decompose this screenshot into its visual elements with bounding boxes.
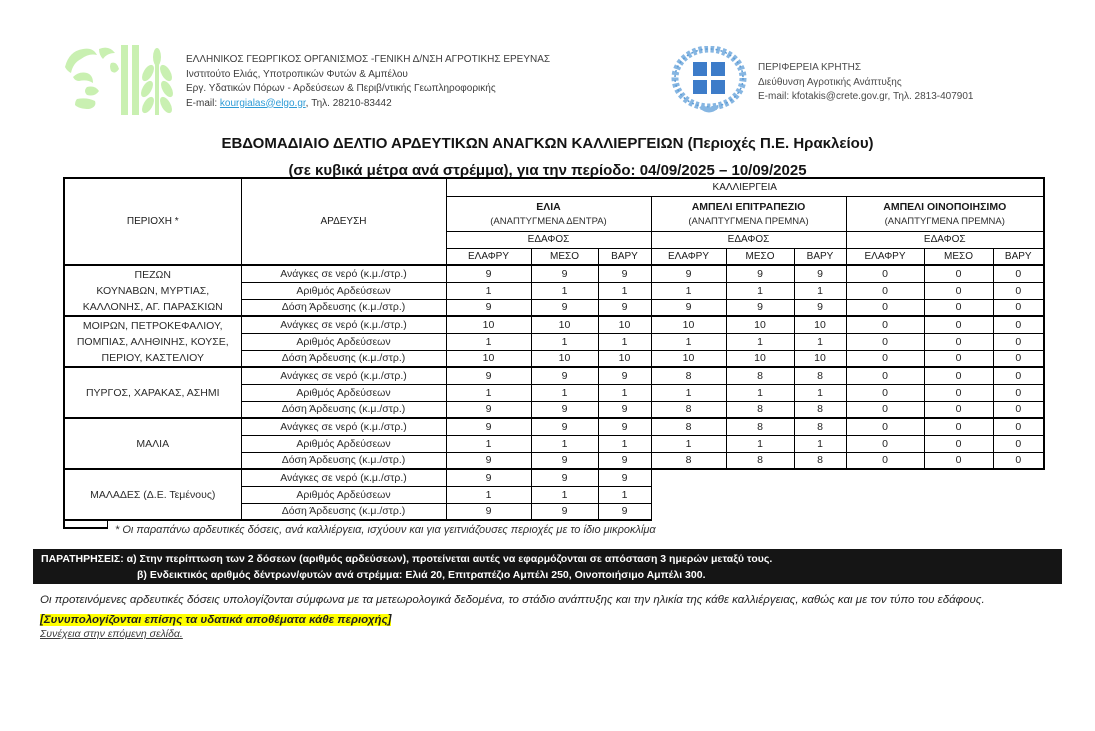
value-cell: 0: [846, 282, 924, 299]
soil-header-olive: ΕΔΑΦΟΣ: [446, 231, 651, 248]
value-cell: 8: [726, 367, 794, 384]
soil-type-medium: ΜΕΣΟ: [531, 248, 598, 265]
soil-type-heavy: ΒΑΡΥ: [598, 248, 651, 265]
region-name: ΜΑΛΙΑ: [64, 418, 241, 469]
highlighted-note: [Συνυπολογίζονται επίσης τα υδατικά αποθέματα κάθε περιοχής]: [40, 614, 392, 626]
table-row: [64, 316, 1044, 333]
value-cell: 0: [846, 435, 924, 452]
value-cell: 9: [598, 401, 651, 418]
value-cell: 8: [651, 367, 726, 384]
group-name: ΑΜΠΕΛΙ ΟΙΝΟΠΟΙΗΣΙΜΟ: [883, 200, 1007, 213]
irrigation-table: [63, 177, 1045, 521]
value-cell: 9: [598, 265, 651, 282]
value-cell: 8: [794, 452, 846, 469]
col-header-irrigation: ΑΡΔΕΥΣΗ: [241, 178, 446, 265]
value-cell: 0: [924, 333, 993, 350]
value-cell: 9: [598, 418, 651, 435]
elgo-org-info: [186, 53, 550, 111]
irrigation-row-label: Δόση Άρδευσης (κ.μ./στρ.): [241, 401, 446, 418]
remarks-label: ΠΑΡΑΤΗΡΗΣΕΙΣ:: [41, 553, 124, 565]
value-cell: 0: [993, 299, 1044, 316]
value-cell: 0: [993, 384, 1044, 401]
value-cell: 8: [726, 401, 794, 418]
table-footnote: * Οι παραπάνω αρδευτικές δόσεις, ανά καλλιέργεια, ισχύουν και για γειτνιάζουσες περιοχές με το ίδιο μικροκλίμα: [115, 524, 656, 536]
value-cell: 0: [993, 282, 1044, 299]
empty-cell: [651, 469, 1044, 486]
value-cell: 10: [794, 316, 846, 333]
value-cell: 0: [846, 299, 924, 316]
value-cell: 9: [446, 503, 531, 520]
irrigation-row-label: Αριθμός Αρδεύσεων: [241, 282, 446, 299]
org-contact: [186, 97, 550, 112]
irrigation-row-label: Αριθμός Αρδεύσεων: [241, 435, 446, 452]
soil-header-wine-grape: ΕΔΑΦΟΣ: [846, 231, 1044, 248]
value-cell: 0: [846, 418, 924, 435]
value-cell: 8: [651, 401, 726, 418]
value-cell: 0: [846, 384, 924, 401]
region-of-crete-emblem: [671, 46, 747, 119]
value-cell: 9: [446, 299, 531, 316]
soil-type-medium: ΜΕΣΟ: [726, 248, 794, 265]
value-cell: 0: [924, 265, 993, 282]
value-cell: 0: [993, 350, 1044, 367]
irrigation-row-label: Δόση Άρδευσης (κ.μ./στρ.): [241, 299, 446, 316]
value-cell: 0: [924, 350, 993, 367]
value-cell: 1: [794, 384, 846, 401]
group-header-table-grape: [651, 196, 846, 231]
region-name: ΠΕΖΩΝ ΚΟΥΝΑΒΩΝ, ΜΥΡΤΙΑΣ, ΚΑΛΛΟΝΗΣ, ΑΓ. ΠΑΡΑΣΚΙΩΝ: [64, 265, 241, 316]
value-cell: 8: [726, 418, 794, 435]
value-cell: 10: [726, 350, 794, 367]
email-label: E-mail:: [186, 97, 220, 109]
value-cell: 0: [924, 316, 993, 333]
value-cell: 1: [531, 333, 598, 350]
page-title: [0, 130, 1095, 184]
soil-type-light: ΕΛΑΦΡΥ: [446, 248, 531, 265]
value-cell: 0: [993, 418, 1044, 435]
value-cell: 0: [924, 435, 993, 452]
org-lab: Εργ. Υδατικών Πόρων - Αρδεύσεων & Περιβ/ντικής Γεωπληροφορικής: [186, 83, 496, 94]
value-cell: 0: [924, 282, 993, 299]
value-cell: 10: [598, 316, 651, 333]
value-cell: 9: [794, 299, 846, 316]
value-cell: 1: [726, 435, 794, 452]
value-cell: 9: [446, 469, 531, 486]
value-cell: 10: [651, 350, 726, 367]
value-cell: 9: [598, 367, 651, 384]
value-cell: 9: [598, 503, 651, 520]
value-cell: 10: [531, 316, 598, 333]
value-cell: 1: [726, 333, 794, 350]
org-institute: Ινστιτούτο Ελιάς, Υποτροπικών Φυτών & Αμπέλου: [186, 68, 408, 80]
value-cell: 8: [651, 452, 726, 469]
region-name: ΠΕΡΙΦΕΡΕΙΑ ΚΡΗΤΗΣ: [758, 62, 862, 73]
value-cell: 1: [446, 282, 531, 299]
value-cell: 9: [446, 401, 531, 418]
group-name: ΕΛΙΑ: [536, 200, 561, 213]
value-cell: 0: [846, 401, 924, 418]
value-cell: 0: [924, 299, 993, 316]
value-cell: 0: [846, 452, 924, 469]
region-name: ΜΟΙΡΩΝ, ΠΕΤΡΟΚΕΦΑΛΙΟΥ, ΠΟΜΠΙΑΣ, ΑΛΗΘΙΝΗΣ, ΚΟΥΣΕ, ΠΕΡΙΟΥ, ΚΑΣΤΕΛΙΟΥ: [64, 316, 241, 367]
irrigation-row-label: Ανάγκες σε νερό (κ.μ./στρ.): [241, 367, 446, 384]
value-cell: 0: [924, 452, 993, 469]
value-cell: 0: [924, 401, 993, 418]
value-cell: 10: [531, 350, 598, 367]
table-body: [64, 265, 1044, 520]
elgo-logo-icon: [63, 45, 173, 120]
soil-type-medium: ΜΕΣΟ: [924, 248, 993, 265]
soil-type-heavy: ΒΑΡΥ: [993, 248, 1044, 265]
value-cell: 9: [531, 367, 598, 384]
irrigation-row-label: Ανάγκες σε νερό (κ.μ./στρ.): [241, 469, 446, 486]
region-org-info: [758, 61, 973, 105]
value-cell: 9: [651, 265, 726, 282]
title-line1: ΕΒΔΟΜΑΔΙΑΙΟ ΔΕΛΤΙΟ ΑΡΔΕΥΤΙΚΩΝ ΑΝΑΓΚΩΝ ΚΑΛΛΙΕΡΓΕΙΩΝ (Περιοχές Π.Ε. Ηρακλείου): [221, 135, 874, 152]
org-name: ΕΛΛΗΝΙΚΟΣ ΓΕΩΡΓΙΚΟΣ ΟΡΓΑΝΙΣΜΟΣ -ΓΕΝΙΚΗ Δ/ΝΣΗ ΑΓΡΟΤΙΚΗΣ ΕΡΕΥΝΑΣ: [186, 54, 551, 65]
value-cell: 1: [446, 486, 531, 503]
value-cell: 1: [651, 435, 726, 452]
irrigation-row-label: Ανάγκες σε νερό (κ.μ./στρ.): [241, 316, 446, 333]
value-cell: 9: [531, 503, 598, 520]
value-cell: 0: [846, 367, 924, 384]
value-cell: 1: [531, 282, 598, 299]
elgo-email-link[interactable]: kourgialas@elgo.gr: [219, 97, 306, 109]
value-cell: 1: [651, 282, 726, 299]
soil-type-heavy: ΒΑΡΥ: [794, 248, 846, 265]
value-cell: 1: [651, 384, 726, 401]
irrigation-row-label: Αριθμός Αρδεύσεων: [241, 333, 446, 350]
value-cell: 1: [726, 282, 794, 299]
title-line2: (σε κυβικά μέτρα ανά στρέμμα), για την περίοδο: 04/09/2025 – 10/09/2025: [288, 162, 807, 179]
col-header-region: ΠΕΡΙΟΧΗ *: [64, 178, 241, 265]
value-cell: 0: [924, 418, 993, 435]
value-cell: 10: [598, 350, 651, 367]
region-name: ΠΥΡΓΟΣ, ΧΑΡΑΚΑΣ, ΑΣΗΜΙ: [64, 367, 241, 418]
value-cell: 1: [446, 435, 531, 452]
value-cell: 0: [993, 316, 1044, 333]
group-subtitle: (ΑΝΑΠΤΥΓΜΕΝΑ ΠΡΕΜΝΑ): [884, 215, 1005, 227]
value-cell: 9: [531, 299, 598, 316]
value-cell: 9: [598, 469, 651, 486]
group-subtitle: (ΑΝΑΠΤΥΓΜΕΝΑ ΠΡΕΜΝΑ): [688, 215, 809, 227]
value-cell: 1: [531, 486, 598, 503]
value-cell: 0: [993, 367, 1044, 384]
value-cell: 9: [531, 452, 598, 469]
value-cell: 9: [794, 265, 846, 282]
value-cell: 0: [993, 435, 1044, 452]
irrigation-row-label: Δόση Άρδευσης (κ.μ./στρ.): [241, 350, 446, 367]
value-cell: 1: [598, 384, 651, 401]
value-cell: 10: [446, 350, 531, 367]
table-row: [64, 367, 1044, 384]
empty-cell: [651, 486, 1044, 503]
value-cell: 1: [598, 333, 651, 350]
methodology-paragraph: [40, 590, 1060, 630]
irrigation-row-label: Ανάγκες σε νερό (κ.μ./στρ.): [241, 418, 446, 435]
value-cell: 8: [794, 401, 846, 418]
col-header-culture: ΚΑΛΛΙΕΡΓΕΙΑ: [446, 178, 1044, 196]
value-cell: 0: [846, 265, 924, 282]
value-cell: 9: [651, 299, 726, 316]
table-corner-notch: [63, 519, 108, 529]
soil-header-table-grape: ΕΔΑΦΟΣ: [651, 231, 846, 248]
value-cell: 9: [446, 367, 531, 384]
value-cell: 9: [446, 418, 531, 435]
value-cell: 1: [598, 486, 651, 503]
value-cell: 9: [446, 452, 531, 469]
value-cell: 1: [794, 435, 846, 452]
group-header-olive: [446, 196, 651, 231]
value-cell: 10: [726, 316, 794, 333]
value-cell: 0: [993, 452, 1044, 469]
value-cell: 0: [846, 350, 924, 367]
value-cell: 1: [531, 384, 598, 401]
value-cell: 8: [726, 452, 794, 469]
irrigation-row-label: Δόση Άρδευσης (κ.μ./στρ.): [241, 452, 446, 469]
value-cell: 9: [531, 401, 598, 418]
group-subtitle: (ΑΝΑΠΤΥΓΜΕΝΑ ΔΕΝΤΡΑ): [490, 215, 607, 227]
soil-type-light: ΕΛΑΦΡΥ: [651, 248, 726, 265]
value-cell: 9: [726, 265, 794, 282]
irrigation-row-label: Αριθμός Αρδεύσεων: [241, 384, 446, 401]
region-directorate: Διεύθυνση Αγροτικής Ανάπτυξης: [758, 76, 902, 88]
value-cell: 1: [726, 384, 794, 401]
value-cell: 1: [794, 333, 846, 350]
region-name: ΜΑΛΑΔΕΣ (Δ.Ε. Τεμένους): [64, 469, 241, 520]
irrigation-row-label: Δόση Άρδευσης (κ.μ./στρ.): [241, 503, 446, 520]
value-cell: 0: [924, 367, 993, 384]
value-cell: 8: [794, 367, 846, 384]
methodology-text: Οι προτεινόμενες αρδευτικές δόσεις υπολογίζονται σύμφωνα με τα μετεωρολογικά δεδομένα, το στάδιο ανάπτυξης και την ηλικία της κάθε καλλιέργειας, καθώς και με τον τύπο του εδάφους.: [40, 594, 985, 606]
region-contact: E-mail: kfotakis@crete.gov.gr, Τηλ. 2813-407901: [758, 91, 974, 102]
remarks-line-a: [41, 551, 1056, 567]
empty-cell: [651, 503, 1044, 520]
table-row: [64, 469, 1044, 486]
value-cell: 9: [531, 418, 598, 435]
table-row: [64, 265, 1044, 282]
value-cell: 9: [598, 452, 651, 469]
value-cell: 1: [598, 435, 651, 452]
group-name: ΑΜΠΕΛΙ ΕΠΙΤΡΑΠΕΖΙΟ: [691, 200, 806, 213]
value-cell: 9: [446, 265, 531, 282]
value-cell: 9: [531, 265, 598, 282]
value-cell: 0: [846, 316, 924, 333]
value-cell: 0: [993, 401, 1044, 418]
continuation-note: Συνέχεια στην επόμενη σελίδα.: [40, 628, 183, 640]
value-cell: 1: [531, 435, 598, 452]
group-header-wine-grape: [846, 196, 1044, 231]
soil-type-light: ΕΛΑΦΡΥ: [846, 248, 924, 265]
value-cell: 8: [794, 418, 846, 435]
irrigation-row-label: Ανάγκες σε νερό (κ.μ./στρ.): [241, 265, 446, 282]
remarks-text-b: β) Ενδεικτικός αριθμός δέντρων/φυτών ανά στρέμμα: Ελιά 20, Επιτραπέζιο Αμπέλι 250, Οινοποιήσιμο Αμπέλι 300.: [137, 569, 706, 581]
value-cell: 1: [651, 333, 726, 350]
value-cell: 9: [598, 299, 651, 316]
value-cell: 0: [846, 333, 924, 350]
value-cell: 0: [993, 265, 1044, 282]
value-cell: 1: [446, 384, 531, 401]
irrigation-row-label: Αριθμός Αρδεύσεων: [241, 486, 446, 503]
remarks-text-a: α) Στην περίπτωση των 2 δόσεων (αριθμός αρδεύσεων), προτείνεται αυτές να εφαρμόζονται σε απόσταση 3 ημερών μεταξύ τους.: [123, 553, 773, 565]
value-cell: 0: [924, 384, 993, 401]
header-row-culture: [64, 178, 1044, 196]
remarks-bar: [33, 549, 1062, 584]
value-cell: 10: [651, 316, 726, 333]
value-cell: 10: [794, 350, 846, 367]
value-cell: 9: [531, 469, 598, 486]
value-cell: 8: [651, 418, 726, 435]
value-cell: 1: [598, 282, 651, 299]
value-cell: 10: [446, 316, 531, 333]
value-cell: 0: [993, 333, 1044, 350]
table-row: [64, 418, 1044, 435]
value-cell: 1: [794, 282, 846, 299]
value-cell: 1: [446, 333, 531, 350]
value-cell: 9: [726, 299, 794, 316]
phone-text: , Τηλ. 28210-83442: [305, 97, 392, 109]
